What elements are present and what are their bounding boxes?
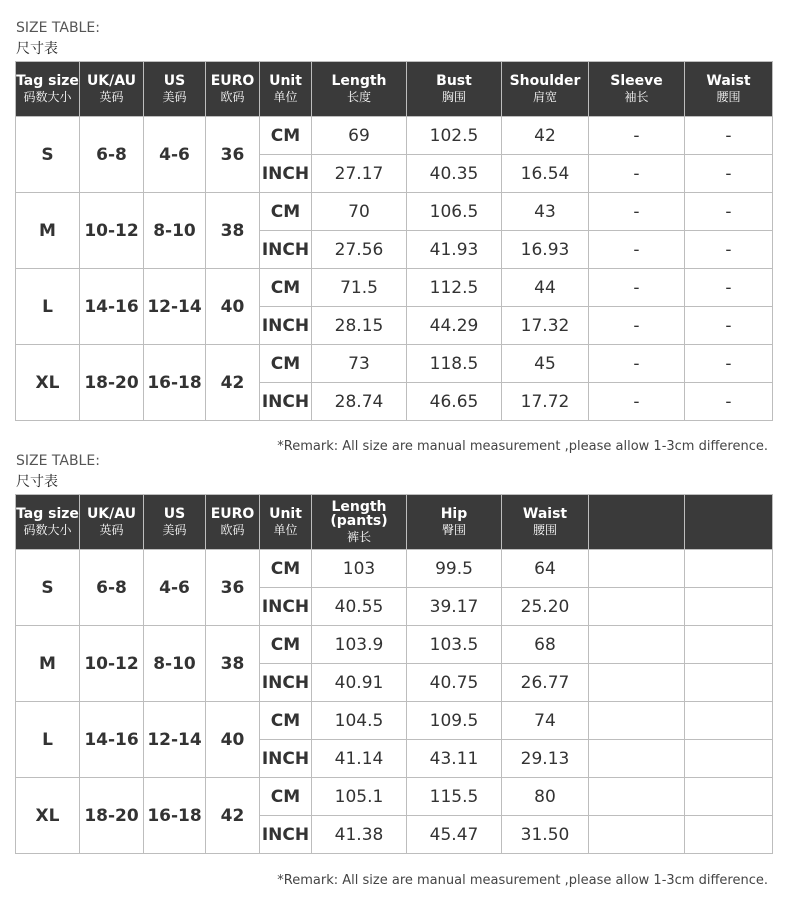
measure-cell: 40.35	[407, 155, 502, 193]
measure-cell: 26.77	[502, 664, 589, 702]
measure-cell: 104.5	[312, 702, 407, 740]
measure-cell: 64	[502, 550, 589, 588]
measure-cell: -	[685, 345, 773, 383]
measure-cell: 102.5	[407, 117, 502, 155]
measure-cell: -	[589, 345, 685, 383]
measure-cell	[589, 664, 685, 702]
header-cell: Hip 臀围	[407, 495, 502, 550]
measure-cell	[685, 626, 773, 664]
measure-cell	[589, 626, 685, 664]
header-cell: Bust 胸围	[407, 62, 502, 117]
measure-cell: 105.1	[312, 778, 407, 816]
measure-cell: 68	[502, 626, 589, 664]
measure-cell	[589, 816, 685, 854]
unit-cell: INCH	[260, 155, 312, 193]
measure-cell: -	[589, 117, 685, 155]
tag-size-cell: L	[16, 269, 80, 345]
measure-cell: 112.5	[407, 269, 502, 307]
header-cell: Tag size 码数大小	[16, 62, 80, 117]
measure-cell: -	[589, 307, 685, 345]
measure-cell: -	[685, 231, 773, 269]
section2-title: SIZE TABLE:	[16, 453, 100, 469]
table-body	[16, 550, 773, 854]
table-row	[16, 626, 773, 664]
unit-cell: INCH	[260, 816, 312, 854]
measure-cell: 42	[502, 117, 589, 155]
unit-cell: CM	[260, 269, 312, 307]
header-row	[16, 62, 773, 117]
measure-cell: 69	[312, 117, 407, 155]
measure-cell: 43	[502, 193, 589, 231]
header-cell: UK/AU 英码	[80, 495, 144, 550]
header-cell: Unit 单位	[260, 495, 312, 550]
unit-cell: CM	[260, 778, 312, 816]
measure-cell	[589, 588, 685, 626]
us-cell: 12-14	[144, 269, 206, 345]
tag-size-cell: S	[16, 550, 80, 626]
header-cell: Unit 单位	[260, 62, 312, 117]
euro-cell: 42	[206, 345, 260, 421]
measure-cell: 73	[312, 345, 407, 383]
measure-cell: 45	[502, 345, 589, 383]
measure-cell	[685, 778, 773, 816]
euro-cell: 36	[206, 117, 260, 193]
us-cell: 8-10	[144, 193, 206, 269]
header-cell: Length (pants) 裤长	[312, 495, 407, 550]
size-table-tops	[15, 61, 773, 421]
header-cell: Waist 腰围	[502, 495, 589, 550]
measure-cell: -	[589, 269, 685, 307]
tag-size-cell: S	[16, 117, 80, 193]
uk-au-cell: 10-12	[80, 626, 144, 702]
unit-cell: INCH	[260, 664, 312, 702]
table-row	[16, 193, 773, 231]
unit-cell: CM	[260, 345, 312, 383]
euro-cell: 40	[206, 702, 260, 778]
measure-cell: 40.75	[407, 664, 502, 702]
euro-cell: 42	[206, 778, 260, 854]
measure-cell: 103.5	[407, 626, 502, 664]
measure-cell	[685, 550, 773, 588]
measure-cell: 41.93	[407, 231, 502, 269]
measure-cell: -	[685, 155, 773, 193]
unit-cell: INCH	[260, 740, 312, 778]
header-cell: Shoulder 肩宽	[502, 62, 589, 117]
uk-au-cell: 10-12	[80, 193, 144, 269]
us-cell: 4-6	[144, 550, 206, 626]
table-row	[16, 269, 773, 307]
measure-cell: -	[685, 307, 773, 345]
measure-cell: 109.5	[407, 702, 502, 740]
measure-cell: 29.13	[502, 740, 589, 778]
header-cell: Sleeve 袖长	[589, 62, 685, 117]
measure-cell	[589, 550, 685, 588]
measure-cell: 25.20	[502, 588, 589, 626]
measure-cell	[685, 588, 773, 626]
section1-subtitle: 尺寸表	[16, 41, 58, 57]
unit-cell: CM	[260, 702, 312, 740]
header-cell	[685, 495, 773, 550]
measure-cell: -	[589, 383, 685, 421]
header-cell: US 美码	[144, 495, 206, 550]
measure-cell: -	[685, 193, 773, 231]
measure-cell	[685, 702, 773, 740]
uk-au-cell: 18-20	[80, 345, 144, 421]
measure-cell: 44	[502, 269, 589, 307]
measure-cell: 17.32	[502, 307, 589, 345]
section2-remark: *Remark: All size are manual measurement ,please allow 1-3cm difference.	[277, 873, 768, 888]
measure-cell: 118.5	[407, 345, 502, 383]
measure-cell: -	[589, 193, 685, 231]
measure-cell: 40.91	[312, 664, 407, 702]
measure-cell: 40.55	[312, 588, 407, 626]
measure-cell: 43.11	[407, 740, 502, 778]
measure-cell: -	[589, 231, 685, 269]
size-table-pants	[15, 494, 773, 854]
us-cell: 8-10	[144, 626, 206, 702]
euro-cell: 38	[206, 193, 260, 269]
measure-cell: 46.65	[407, 383, 502, 421]
table-row	[16, 702, 773, 740]
euro-cell: 40	[206, 269, 260, 345]
table-body	[16, 117, 773, 421]
measure-cell: 99.5	[407, 550, 502, 588]
measure-cell: 103	[312, 550, 407, 588]
header-cell: UK/AU 英码	[80, 62, 144, 117]
tag-size-cell: XL	[16, 345, 80, 421]
unit-cell: INCH	[260, 231, 312, 269]
measure-cell: 44.29	[407, 307, 502, 345]
section2-subtitle: 尺寸表	[16, 474, 58, 490]
header-cell: Length 长度	[312, 62, 407, 117]
measure-cell: -	[685, 117, 773, 155]
measure-cell: 74	[502, 702, 589, 740]
measure-cell: 39.17	[407, 588, 502, 626]
header-cell: Waist 腰围	[685, 62, 773, 117]
uk-au-cell: 14-16	[80, 702, 144, 778]
header-cell: EURO 欧码	[206, 495, 260, 550]
measure-cell: 45.47	[407, 816, 502, 854]
measure-cell	[685, 740, 773, 778]
table-row	[16, 117, 773, 155]
tag-size-cell: XL	[16, 778, 80, 854]
measure-cell: 71.5	[312, 269, 407, 307]
header-cell: US 美码	[144, 62, 206, 117]
unit-cell: INCH	[260, 307, 312, 345]
unit-cell: CM	[260, 193, 312, 231]
euro-cell: 38	[206, 626, 260, 702]
measure-cell: -	[685, 383, 773, 421]
measure-cell: 16.54	[502, 155, 589, 193]
header-cell	[589, 495, 685, 550]
measure-cell: 17.72	[502, 383, 589, 421]
measure-cell: -	[685, 269, 773, 307]
measure-cell	[685, 664, 773, 702]
unit-cell: CM	[260, 550, 312, 588]
measure-cell: 80	[502, 778, 589, 816]
measure-cell: 106.5	[407, 193, 502, 231]
unit-cell: CM	[260, 626, 312, 664]
table-row	[16, 550, 773, 588]
measure-cell: 31.50	[502, 816, 589, 854]
table-row	[16, 778, 773, 816]
measure-cell: 41.38	[312, 816, 407, 854]
tag-size-cell: M	[16, 193, 80, 269]
uk-au-cell: 14-16	[80, 269, 144, 345]
unit-cell: CM	[260, 117, 312, 155]
measure-cell: 115.5	[407, 778, 502, 816]
measure-cell: -	[589, 155, 685, 193]
header-cell: Tag size 码数大小	[16, 495, 80, 550]
measure-cell: 28.74	[312, 383, 407, 421]
measure-cell: 28.15	[312, 307, 407, 345]
section1-title: SIZE TABLE:	[16, 20, 100, 36]
uk-au-cell: 6-8	[80, 117, 144, 193]
uk-au-cell: 6-8	[80, 550, 144, 626]
measure-cell	[589, 740, 685, 778]
measure-cell	[589, 702, 685, 740]
us-cell: 16-18	[144, 345, 206, 421]
euro-cell: 36	[206, 550, 260, 626]
section1-remark: *Remark: All size are manual measurement ,please allow 1-3cm difference.	[277, 439, 768, 454]
us-cell: 4-6	[144, 117, 206, 193]
table-row	[16, 345, 773, 383]
unit-cell: INCH	[260, 383, 312, 421]
unit-cell: INCH	[260, 588, 312, 626]
tag-size-cell: L	[16, 702, 80, 778]
header-cell: EURO 欧码	[206, 62, 260, 117]
measure-cell: 41.14	[312, 740, 407, 778]
tag-size-cell: M	[16, 626, 80, 702]
uk-au-cell: 18-20	[80, 778, 144, 854]
us-cell: 12-14	[144, 702, 206, 778]
measure-cell: 27.17	[312, 155, 407, 193]
measure-cell: 16.93	[502, 231, 589, 269]
measure-cell	[685, 816, 773, 854]
measure-cell: 27.56	[312, 231, 407, 269]
measure-cell: 70	[312, 193, 407, 231]
us-cell: 16-18	[144, 778, 206, 854]
measure-cell	[589, 778, 685, 816]
header-row	[16, 495, 773, 550]
measure-cell: 103.9	[312, 626, 407, 664]
